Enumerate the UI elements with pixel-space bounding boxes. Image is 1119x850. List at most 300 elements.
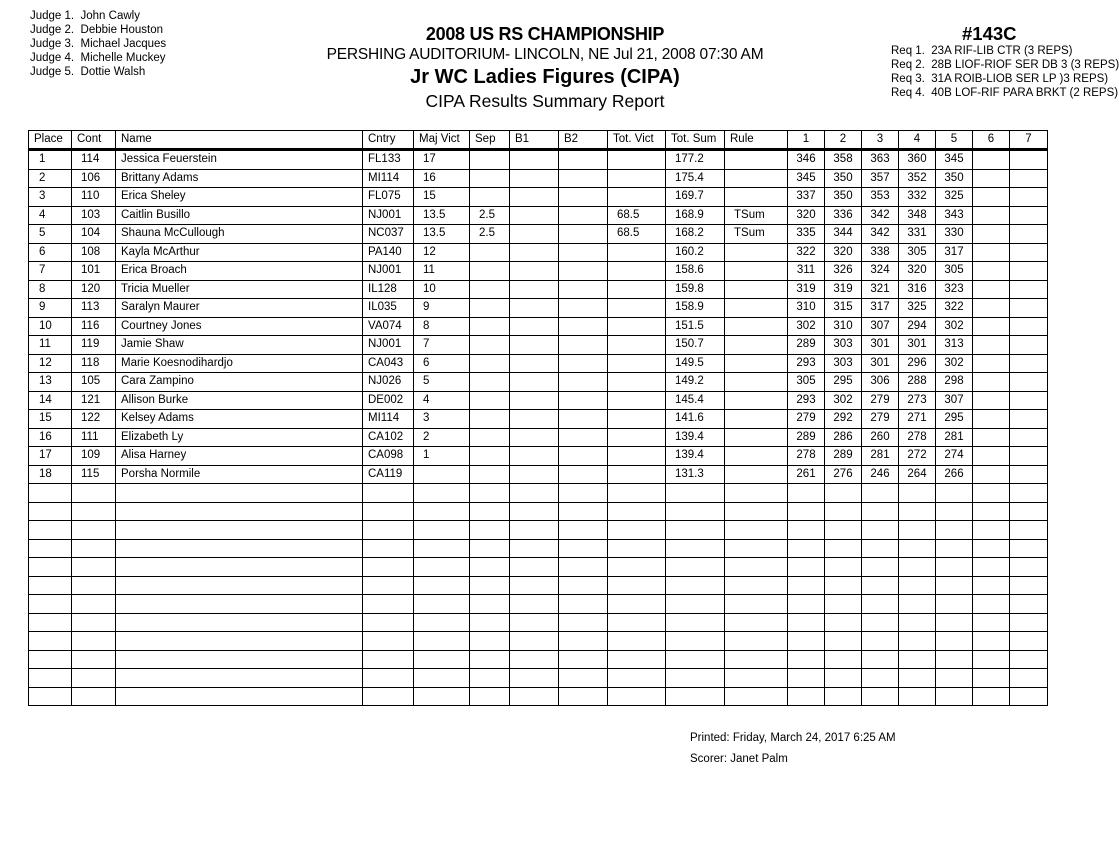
judge-1-score-cell: 335 [788, 225, 825, 244]
majority-victories-cell: 11 [414, 262, 470, 281]
b1-cell [510, 336, 559, 355]
table-row [29, 169, 1048, 188]
judge-2-score-cell: 310 [825, 317, 862, 336]
empty-cell [559, 558, 608, 577]
table-row [29, 150, 1048, 170]
empty-cell [116, 576, 363, 595]
col-header-judge-7: 7 [1010, 131, 1048, 150]
contestant-number-cell: 116 [72, 317, 116, 336]
separation-cell [470, 336, 510, 355]
empty-cell [936, 576, 973, 595]
b1-cell [510, 299, 559, 318]
place-cell: 15 [29, 410, 72, 429]
empty-cell [510, 539, 559, 558]
empty-cell [862, 613, 899, 632]
b2-cell [559, 447, 608, 466]
total-victories-cell [608, 336, 666, 355]
name-cell: Kayla McArthur [116, 243, 363, 262]
rule-cell [725, 169, 788, 188]
judge-1-score-cell: 305 [788, 373, 825, 392]
judge-6-score-cell [973, 243, 1010, 262]
judge-5-score-cell: 266 [936, 465, 973, 484]
country-cell: NJ026 [363, 373, 414, 392]
judge-7-score-cell [1010, 262, 1048, 281]
judge-5-score-cell: 323 [936, 280, 973, 299]
empty-cell [973, 502, 1010, 521]
table-header-row [29, 131, 1048, 150]
empty-cell [788, 669, 825, 688]
judge-5-score-cell: 305 [936, 262, 973, 281]
empty-cell [936, 687, 973, 706]
empty-cell [363, 558, 414, 577]
judge-4-score-cell: 264 [899, 465, 936, 484]
separation-cell [470, 317, 510, 336]
judge-2-score-cell: 344 [825, 225, 862, 244]
judge-4-score-cell: 273 [899, 391, 936, 410]
judge-1-score-cell: 279 [788, 410, 825, 429]
total-sum-cell: 151.5 [666, 317, 725, 336]
judge-7-score-cell [1010, 373, 1048, 392]
empty-cell [973, 687, 1010, 706]
empty-cell [973, 576, 1010, 595]
table-row [29, 465, 1048, 484]
empty-cell [470, 595, 510, 614]
empty-cell [1010, 669, 1048, 688]
judge-3-score-cell: 301 [862, 354, 899, 373]
empty-cell [470, 484, 510, 503]
empty-cell [862, 687, 899, 706]
judge-2-score-cell: 350 [825, 188, 862, 207]
judge-3-score-cell: 281 [862, 447, 899, 466]
table-row [29, 447, 1048, 466]
b2-cell [559, 225, 608, 244]
judge-2-score-cell: 315 [825, 299, 862, 318]
empty-cell [363, 595, 414, 614]
empty-cell [666, 558, 725, 577]
empty-cell [666, 669, 725, 688]
empty-cell [862, 502, 899, 521]
place-cell: 4 [29, 206, 72, 225]
place-cell: 1 [29, 150, 72, 170]
empty-cell [363, 613, 414, 632]
empty-cell [116, 539, 363, 558]
judge-3-score-cell: 321 [862, 280, 899, 299]
rule-cell [725, 410, 788, 429]
empty-cell [825, 632, 862, 651]
empty-cell [899, 650, 936, 669]
judge-4: Judge 4. Michelle Muckey [30, 52, 166, 64]
place-cell: 5 [29, 225, 72, 244]
scorer-name: Scorer: Janet Palm [690, 753, 788, 765]
judge-5-score-cell: 350 [936, 169, 973, 188]
empty-cell [559, 502, 608, 521]
contestant-number-cell: 101 [72, 262, 116, 281]
empty-cell [973, 521, 1010, 540]
country-cell: CA102 [363, 428, 414, 447]
empty-cell [666, 687, 725, 706]
contestant-number-cell: 113 [72, 299, 116, 318]
empty-cell [72, 632, 116, 651]
requirement-2: Req 2. 28B LIOF-RIOF SER DB 3 (3 REPS) [891, 59, 1119, 71]
table-row [29, 354, 1048, 373]
judge-4-score-cell: 331 [899, 225, 936, 244]
empty-cell [666, 539, 725, 558]
judge-6-score-cell [973, 336, 1010, 355]
table-row [29, 373, 1048, 392]
contestant-number-cell: 111 [72, 428, 116, 447]
country-cell: IL128 [363, 280, 414, 299]
table-row [29, 336, 1048, 355]
col-header-judge-2: 2 [825, 131, 862, 150]
separation-cell [470, 299, 510, 318]
judge-3-score-cell: 324 [862, 262, 899, 281]
empty-cell [116, 595, 363, 614]
empty-cell [788, 650, 825, 669]
judge-7-score-cell [1010, 354, 1048, 373]
empty-cell [72, 558, 116, 577]
empty-cell [666, 595, 725, 614]
total-sum-cell: 160.2 [666, 243, 725, 262]
place-cell: 14 [29, 391, 72, 410]
total-victories-cell [608, 428, 666, 447]
empty-cell [559, 576, 608, 595]
rule-cell [725, 262, 788, 281]
judge-4-score-cell: 272 [899, 447, 936, 466]
empty-cell [788, 613, 825, 632]
empty-cell [899, 669, 936, 688]
empty-cell [936, 484, 973, 503]
total-sum-cell: 168.2 [666, 225, 725, 244]
judge-5-score-cell: 302 [936, 317, 973, 336]
separation-cell [470, 410, 510, 429]
rule-cell [725, 280, 788, 299]
name-cell: Jamie Shaw [116, 336, 363, 355]
empty-cell [725, 650, 788, 669]
empty-cell [29, 669, 72, 688]
col-header-tot-vict: Tot. Vict [608, 131, 666, 150]
empty-cell [29, 558, 72, 577]
judge-1-score-cell: 311 [788, 262, 825, 281]
empty-cell [899, 521, 936, 540]
judge-7-score-cell [1010, 447, 1048, 466]
empty-cell [936, 650, 973, 669]
empty-cell [666, 632, 725, 651]
total-victories-cell [608, 373, 666, 392]
total-sum-cell: 159.8 [666, 280, 725, 299]
empty-cell [414, 613, 470, 632]
empty-cell [72, 576, 116, 595]
judge-6-score-cell [973, 188, 1010, 207]
table-row [29, 391, 1048, 410]
empty-cell [559, 539, 608, 558]
judge-1-score-cell: 310 [788, 299, 825, 318]
judge-1-score-cell: 322 [788, 243, 825, 262]
separation-cell [470, 354, 510, 373]
empty-cell [608, 558, 666, 577]
judge-6-score-cell [973, 317, 1010, 336]
empty-cell [470, 521, 510, 540]
country-cell: CA098 [363, 447, 414, 466]
judge-2-score-cell: 320 [825, 243, 862, 262]
judge-1-score-cell: 261 [788, 465, 825, 484]
empty-cell [608, 595, 666, 614]
results-table [28, 130, 1048, 706]
judge-6-score-cell [973, 280, 1010, 299]
contestant-number-cell: 106 [72, 169, 116, 188]
judge-5-score-cell: 322 [936, 299, 973, 318]
empty-cell [1010, 484, 1048, 503]
judge-5: Judge 5. Dottie Walsh [30, 66, 146, 78]
judge-7-score-cell [1010, 391, 1048, 410]
empty-cell [116, 484, 363, 503]
empty-cell [825, 521, 862, 540]
place-cell: 18 [29, 465, 72, 484]
empty-cell [608, 669, 666, 688]
total-victories-cell [608, 354, 666, 373]
empty-cell [363, 669, 414, 688]
judge-3-score-cell: 353 [862, 188, 899, 207]
judge-3-score-cell: 338 [862, 243, 899, 262]
empty-cell [862, 484, 899, 503]
judge-3-score-cell: 301 [862, 336, 899, 355]
empty-cell [608, 576, 666, 595]
empty-cell [363, 539, 414, 558]
name-cell: Cara Zampino [116, 373, 363, 392]
judge-5-score-cell: 307 [936, 391, 973, 410]
empty-cell [414, 687, 470, 706]
empty-cell [936, 539, 973, 558]
empty-cell [862, 669, 899, 688]
place-cell: 10 [29, 317, 72, 336]
empty-cell [72, 502, 116, 521]
b2-cell [559, 336, 608, 355]
separation-cell [470, 188, 510, 207]
empty-cell [29, 576, 72, 595]
majority-victories-cell: 1 [414, 447, 470, 466]
judge-7-score-cell [1010, 225, 1048, 244]
total-victories-cell [608, 169, 666, 188]
judge-4-score-cell: 278 [899, 428, 936, 447]
empty-cell [973, 632, 1010, 651]
empty-cell [363, 521, 414, 540]
judge-4-score-cell: 325 [899, 299, 936, 318]
majority-victories-cell: 16 [414, 169, 470, 188]
empty-cell [29, 595, 72, 614]
judge-5-score-cell: 281 [936, 428, 973, 447]
col-header-b1: B1 [510, 131, 559, 150]
separation-cell [470, 169, 510, 188]
empty-table-row [29, 558, 1048, 577]
rule-cell [725, 243, 788, 262]
empty-cell [608, 484, 666, 503]
empty-cell [973, 650, 1010, 669]
judge-6-score-cell [973, 225, 1010, 244]
judge-4-score-cell: 352 [899, 169, 936, 188]
empty-cell [29, 502, 72, 521]
empty-cell [825, 576, 862, 595]
empty-cell [862, 558, 899, 577]
requirement-4: Req 4. 40B LOF-RIF PARA BRKT (2 REPS) [891, 87, 1119, 99]
requirement-3: Req 3. 31A ROIB-LIOB SER LP )3 REPS) [891, 73, 1109, 85]
country-cell: CA043 [363, 354, 414, 373]
empty-table-row [29, 539, 1048, 558]
empty-cell [973, 669, 1010, 688]
empty-cell [510, 502, 559, 521]
b2-cell [559, 299, 608, 318]
judge-1-score-cell: 278 [788, 447, 825, 466]
judge-6-score-cell [973, 354, 1010, 373]
majority-victories-cell: 3 [414, 410, 470, 429]
empty-cell [608, 502, 666, 521]
judge-2-score-cell: 350 [825, 169, 862, 188]
empty-cell [666, 521, 725, 540]
name-cell: Allison Burke [116, 391, 363, 410]
empty-cell [363, 576, 414, 595]
empty-cell [414, 484, 470, 503]
place-cell: 17 [29, 447, 72, 466]
empty-cell [825, 669, 862, 688]
contestant-number-cell: 109 [72, 447, 116, 466]
b2-cell [559, 150, 608, 170]
empty-cell [470, 613, 510, 632]
col-header-maj-vict: Maj Vict [414, 131, 470, 150]
judge-1-score-cell: 345 [788, 169, 825, 188]
name-cell: Alisa Harney [116, 447, 363, 466]
judge-2: Judge 2. Debbie Houston [30, 24, 163, 36]
name-cell: Porsha Normile [116, 465, 363, 484]
event-name: Jr WC Ladies Figures (CIPA) [410, 66, 680, 88]
judge-3-score-cell: 279 [862, 410, 899, 429]
empty-cell [72, 650, 116, 669]
empty-table-row [29, 669, 1048, 688]
empty-cell [825, 502, 862, 521]
total-sum-cell: 158.9 [666, 299, 725, 318]
contestant-number-cell: 103 [72, 206, 116, 225]
judge-2-score-cell: 286 [825, 428, 862, 447]
rule-cell [725, 465, 788, 484]
table-row [29, 206, 1048, 225]
empty-cell [825, 687, 862, 706]
judge-2-score-cell: 295 [825, 373, 862, 392]
b1-cell [510, 243, 559, 262]
empty-cell [973, 484, 1010, 503]
country-cell: MI114 [363, 169, 414, 188]
empty-cell [363, 484, 414, 503]
judge-2-score-cell: 303 [825, 354, 862, 373]
venue-date: PERSHING AUDITORIUM- LINCOLN, NE Jul 21, 2008 07:30 AM [326, 46, 764, 63]
judge-3-score-cell: 306 [862, 373, 899, 392]
empty-cell [862, 632, 899, 651]
empty-cell [608, 613, 666, 632]
separation-cell: 2.5 [470, 225, 510, 244]
empty-cell [899, 558, 936, 577]
total-victories-cell [608, 410, 666, 429]
empty-cell [1010, 632, 1048, 651]
empty-cell [116, 502, 363, 521]
judge-7-score-cell [1010, 299, 1048, 318]
empty-cell [510, 613, 559, 632]
judge-7-score-cell [1010, 428, 1048, 447]
empty-cell [470, 632, 510, 651]
total-sum-cell: 149.5 [666, 354, 725, 373]
judge-7-score-cell [1010, 243, 1048, 262]
col-header-sep: Sep [470, 131, 510, 150]
empty-cell [72, 521, 116, 540]
empty-cell [825, 484, 862, 503]
majority-victories-cell: 13.5 [414, 206, 470, 225]
judge-5-score-cell: 343 [936, 206, 973, 225]
empty-cell [116, 613, 363, 632]
empty-cell [29, 484, 72, 503]
judge-4-score-cell: 288 [899, 373, 936, 392]
empty-cell [899, 632, 936, 651]
empty-cell [1010, 613, 1048, 632]
total-victories-cell [608, 299, 666, 318]
country-cell: IL035 [363, 299, 414, 318]
empty-cell [608, 632, 666, 651]
b1-cell [510, 428, 559, 447]
judge-2-score-cell: 302 [825, 391, 862, 410]
contestant-number-cell: 110 [72, 188, 116, 207]
empty-cell [973, 613, 1010, 632]
b1-cell [510, 206, 559, 225]
name-cell: Caitlin Busillo [116, 206, 363, 225]
col-header-judge-4: 4 [899, 131, 936, 150]
empty-cell [666, 484, 725, 503]
empty-cell [936, 613, 973, 632]
empty-cell [1010, 595, 1048, 614]
name-cell: Elizabeth Ly [116, 428, 363, 447]
total-sum-cell: 169.7 [666, 188, 725, 207]
separation-cell [470, 280, 510, 299]
majority-victories-cell: 15 [414, 188, 470, 207]
empty-cell [862, 539, 899, 558]
empty-cell [725, 484, 788, 503]
name-cell: Shauna McCullough [116, 225, 363, 244]
total-victories-cell [608, 262, 666, 281]
majority-victories-cell: 7 [414, 336, 470, 355]
empty-cell [788, 521, 825, 540]
empty-cell [116, 669, 363, 688]
empty-cell [510, 558, 559, 577]
judge-1-score-cell: 293 [788, 354, 825, 373]
total-victories-cell [608, 465, 666, 484]
contestant-number-cell: 108 [72, 243, 116, 262]
empty-cell [470, 558, 510, 577]
empty-cell [414, 502, 470, 521]
b2-cell [559, 188, 608, 207]
empty-table-row [29, 595, 1048, 614]
judge-5-score-cell: 345 [936, 150, 973, 170]
judge-7-score-cell [1010, 150, 1048, 170]
judge-2-score-cell: 336 [825, 206, 862, 225]
report-footer [690, 728, 896, 770]
total-victories-cell [608, 243, 666, 262]
judge-4-score-cell: 294 [899, 317, 936, 336]
table-row [29, 225, 1048, 244]
col-header-judge-6: 6 [973, 131, 1010, 150]
empty-cell [510, 632, 559, 651]
empty-cell [666, 502, 725, 521]
empty-cell [725, 613, 788, 632]
judge-1: Judge 1. John Cawly [30, 10, 140, 22]
country-cell: MI114 [363, 410, 414, 429]
judge-2-score-cell: 358 [825, 150, 862, 170]
place-cell: 8 [29, 280, 72, 299]
country-cell: NC037 [363, 225, 414, 244]
total-sum-cell: 131.3 [666, 465, 725, 484]
judge-6-score-cell [973, 428, 1010, 447]
